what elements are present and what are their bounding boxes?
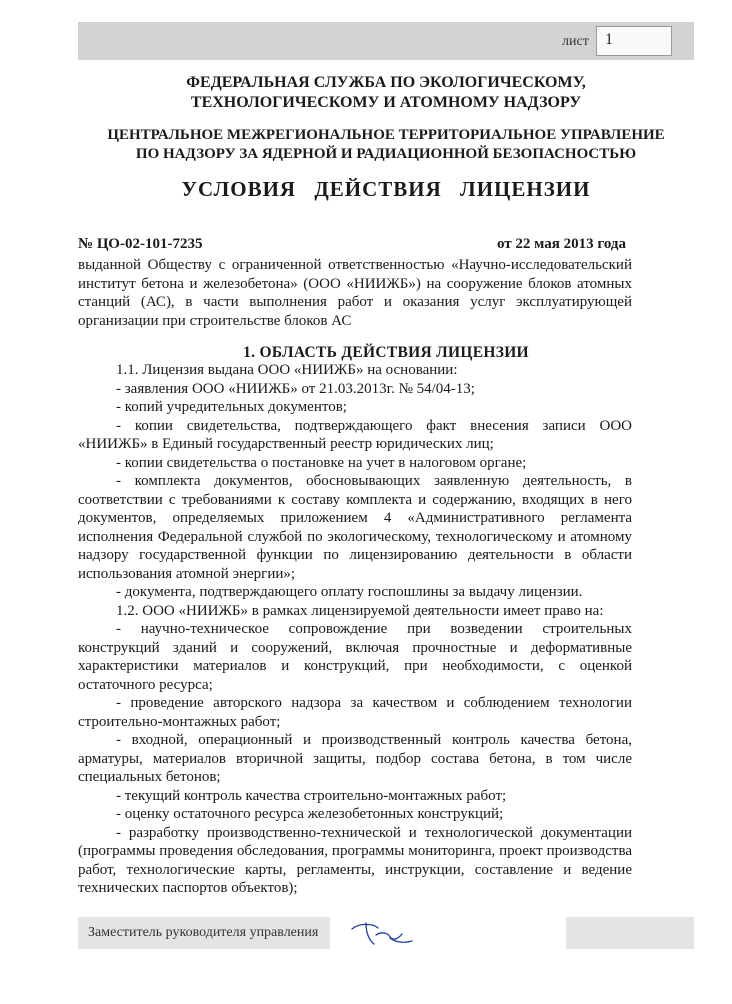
paragraph: - оценку остаточного ресурса железобетонных конструкций; <box>116 806 504 822</box>
signature-area <box>330 917 566 949</box>
document-title: УСЛОВИЯ ДЕЙСТВИЯ ЛИЦЕНЗИИ <box>181 177 591 201</box>
paragraph: - документа, подтверждающего оплату госпошлины за выдачу лицензии. <box>116 584 583 600</box>
paragraph: - разработку производственно-технической и технологической документации (программы проведения обследования, программы мониторинга, проект производства работ, технологические карты, регламенты, инструкции, составление и ведение технических паспортов объектов); <box>78 824 632 896</box>
sheet-number: 1 <box>596 26 672 56</box>
license-date: от 22 мая 2013 года <box>497 236 626 252</box>
sheet-label: лист <box>562 34 589 49</box>
paragraph: - входной, операционный и производственный контроль качества бетона, арматуры, материалов вторичной защиты, подбор состава бетона, в том числе специальных бетонов; <box>78 732 632 785</box>
paragraph: 1.1. Лицензия выдана ООО «НИИЖБ» на основании: <box>116 362 458 378</box>
paragraph: - комплекта документов, обосновывающих заявленную деятельность, в соответствии с требованиями к составу комплекта и содержанию, входящих в него документов, определяемых приложением 4 «Административного регламента исполнения Федеральной службой по экологическому, технологическому и атомному надзору государственной функции по лицензированию деятельности в области использования атомной энергии»; <box>78 473 632 582</box>
section-body <box>78 361 632 898</box>
license-intro <box>78 256 632 330</box>
regional-line-1: ЦЕНТРАЛЬНОЕ МЕЖРЕГИОНАЛЬНОЕ ТЕРРИТОРИАЛЬНОЕ УПРАВЛЕНИЕ <box>107 127 665 143</box>
sheet-header-bar <box>78 22 694 60</box>
signature-icon <box>330 917 566 949</box>
regional-office-name <box>78 126 694 164</box>
section-heading: 1. ОБЛАСТЬ ДЕЙСТВИЯ ЛИЦЕНЗИИ <box>243 344 529 361</box>
paragraph: - научно-техническое сопровождение при возведении строительных конструкций зданий и сооружений, включая прочностные и деформативные характеристики материалов и конструкций, при необходимости, с оценкой остаточного ресурса; <box>78 621 632 693</box>
agency-line-1: ФЕДЕРАЛЬНАЯ СЛУЖБА ПО ЭКОЛОГИЧЕСКОМУ, <box>186 74 586 91</box>
agency-name <box>78 73 694 113</box>
paragraph: - заявления ООО «НИИЖБ» от 21.03.2013г. № 54/04-13; <box>116 380 475 397</box>
agency-line-2: ТЕХНОЛОГИЧЕСКОМУ И АТОМНОМУ НАДЗОРУ <box>190 94 582 111</box>
paragraph: - копии свидетельства, подтверждающего факт внесения записи ООО «НИИЖБ» в Единый государственный реестр юридических лиц; <box>78 417 632 452</box>
intro-paragraph: выданной Обществу с ограниченной ответственностью «Научно-исследовательский институт бетона и железобетона» (ООО «НИИЖБ») на сооружение блоков атомных станций (АС), в части выполнения работ и оказания услуг эксплуатирующей организации при строительстве блоков АС <box>78 257 632 329</box>
paragraph: - копий учредительных документов; <box>116 399 347 415</box>
paragraph: - текущий контроль качества строительно-монтажных работ; <box>116 787 507 804</box>
signature-footer <box>78 917 694 949</box>
paragraph: 1.2. ООО «НИИЖБ» в рамках лицензируемой деятельности имеет право на: <box>116 602 604 619</box>
license-info-row <box>78 236 626 256</box>
paragraph: - проведение авторского надзора за качеством и соблюдением технологии строительно-монтажных работ; <box>78 695 632 730</box>
regional-line-2: ПО НАДЗОРУ ЗА ЯДЕРНОЙ И РАДИАЦИОННОЙ БЕЗОПАСНОСТЬЮ <box>135 146 637 162</box>
signatory-title: Заместитель руководителя управления <box>88 925 319 940</box>
license-number: № ЦО-02-101-7235 <box>78 236 203 252</box>
paragraph: - копии свидетельства о постановке на учет в налоговом органе; <box>116 454 527 471</box>
